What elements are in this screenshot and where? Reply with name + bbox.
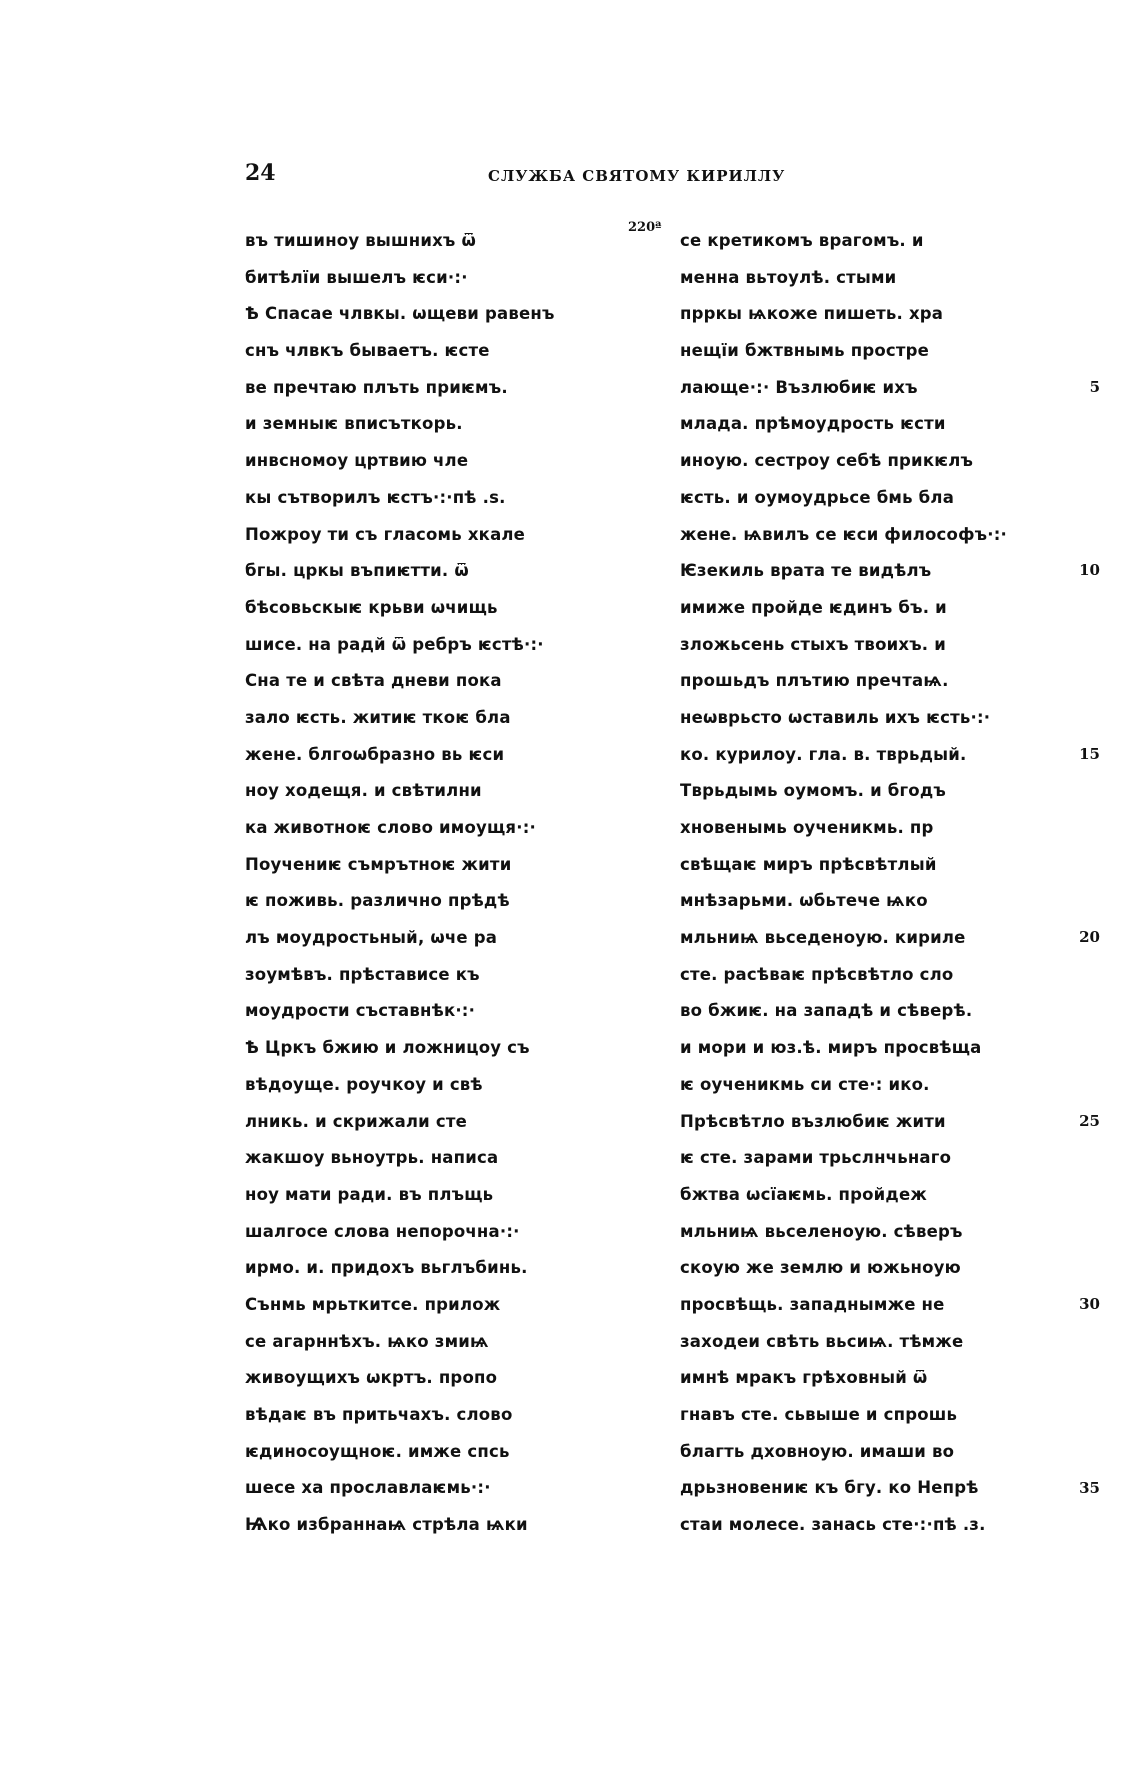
text-line: просвѣщь. западнымже не bbox=[680, 1294, 945, 1314]
text-line: мнѣзарьми. ѡбьтече ѩко bbox=[680, 891, 928, 911]
text-line: прркы ѩкоже пишеть. хра bbox=[680, 304, 944, 324]
line-number: 5 bbox=[1089, 378, 1100, 396]
text-line: скоую же землю и южьноую bbox=[680, 1258, 961, 1278]
folio-mark: 220ª bbox=[628, 220, 662, 235]
text-line: бжтва ѡсїаѥмь. пройдеж bbox=[680, 1184, 927, 1204]
text-line: Поучениѥ съмрътноѥ жити bbox=[245, 854, 512, 874]
text-line: шесе ха прославлаѥмь·:· bbox=[245, 1478, 491, 1498]
text-line: бѣсовьскыѥ крьви ѡчищь bbox=[245, 597, 498, 617]
text-line: Тврьдымь оумомъ. и бгодъ bbox=[680, 781, 946, 801]
line-number: 20 bbox=[1079, 928, 1100, 946]
right-column bbox=[680, 223, 1080, 1544]
text-line: свѣщаѥ миръ прѣсвѣтлый bbox=[680, 854, 937, 874]
text-line: се агарннѣхъ. ѩко змиѩ bbox=[245, 1331, 489, 1351]
text-line: мльниѩ вьседеноую. кириле bbox=[680, 928, 966, 948]
text-line: Ѥзекиль врата те видѣлъ bbox=[680, 561, 932, 581]
text-line: и земныѥ вписъткорь. bbox=[245, 414, 463, 434]
text-line: Ѣ Цркъ бжию и ложницоу съ bbox=[245, 1038, 530, 1058]
text-line: мльниѩ вьселеноую. сѣверъ bbox=[680, 1221, 963, 1241]
line-number: 30 bbox=[1079, 1295, 1100, 1313]
line-number: 35 bbox=[1079, 1479, 1100, 1497]
text-line: во бжиѥ. на западѣ и сѣверѣ. bbox=[680, 1001, 973, 1021]
text-line: ноу мати ради. въ плъщь bbox=[245, 1184, 494, 1204]
text-line: имнѣ мракъ грѣховный ѿ bbox=[680, 1368, 928, 1388]
text-line: имиже пройде ѥдинъ бъ. и bbox=[680, 597, 947, 617]
text-line: ноу ходещя. и свѣтилни bbox=[245, 781, 482, 801]
text-line: ирмо. и. придохъ вьглъбинь. bbox=[245, 1258, 528, 1278]
text-line: ѥдиносоущноѥ. имже спсь bbox=[245, 1441, 510, 1461]
text-line: лающе·:· Възлюбиѥ ихъ bbox=[680, 377, 918, 397]
text-line: млада. прѣмоудрость ѥсти bbox=[680, 414, 946, 434]
text-line: зоумѣвъ. прѣстависе къ bbox=[245, 964, 480, 984]
text-line: Ѣ Спасае члвкы. ѡщеви равенъ bbox=[245, 304, 555, 324]
line-number: 10 bbox=[1079, 561, 1100, 579]
text-line: кы сътворилъ ѥстъ·:·пѣ .ѕ. bbox=[245, 487, 506, 507]
text-line: менна вьтоулѣ. стыми bbox=[680, 267, 897, 287]
text-line: бгы. цркы въпиѥтти. ѿ bbox=[245, 561, 469, 581]
text-line: благть дховноую. имаши во bbox=[680, 1441, 955, 1461]
text-line: въ тишиноу вышнихъ ѿ bbox=[245, 231, 477, 250]
text-line: вѣдаѥ въ притьчахъ. слово bbox=[245, 1405, 513, 1424]
left-column bbox=[245, 223, 605, 1544]
text-line: снъ члвкъ бываетъ. ѥсте bbox=[245, 341, 490, 361]
text-line: моудрости съставнѣк·:· bbox=[245, 1001, 476, 1021]
text-line: шисе. на радй ѿ ребръ ѥстѣ·:· bbox=[245, 634, 544, 654]
text-line: Сна те и свѣта дневи пока bbox=[245, 671, 502, 691]
text-line: неѡврьсто ѡставиль ихъ ѥсть·:· bbox=[680, 707, 991, 727]
text-line: гнавъ сте. сьвыше и спрошь bbox=[680, 1405, 958, 1424]
text-line: нещїи бжтвнымь простре bbox=[680, 341, 930, 361]
text-line: лъ моудростьный, ѡче ра bbox=[245, 928, 498, 948]
text-line: се кретикомъ врагомъ. и bbox=[680, 231, 924, 250]
text-line: жене. блгоѡбразно вь ѥси bbox=[245, 744, 505, 764]
running-title: СЛУЖБА СВЯТОМУ КИРИЛЛУ bbox=[488, 167, 786, 185]
text-line: ка животноѥ слово имоущя·:· bbox=[245, 818, 536, 837]
text-line: битѣлїи вышелъ ѥси·:· bbox=[245, 267, 468, 287]
text-line: вѣдоуще. роучкоу и свѣ bbox=[245, 1074, 483, 1094]
text-line: иноую. сестроу себѣ прикѥлъ bbox=[680, 451, 974, 471]
line-number: 25 bbox=[1079, 1112, 1100, 1130]
text-line: инвсномоу цртвию чле bbox=[245, 451, 469, 471]
text-line: зложьсень стыхъ твоихъ. и bbox=[680, 634, 946, 654]
text-line: ѥ сте. зарами трьслнчьнаго bbox=[680, 1148, 952, 1168]
text-line: ѥ поживь. различно прѣдѣ bbox=[245, 891, 510, 911]
text-line: и мори и юз.ѣ. миръ просвѣща bbox=[680, 1038, 982, 1058]
text-line: Ѩко избраннаѩ стрѣла ѩки bbox=[245, 1515, 528, 1535]
page-number: 24 bbox=[245, 160, 276, 186]
text-line: прошьдъ плътию пречтаѩ. bbox=[680, 671, 949, 691]
text-line: стаи молесе. занась сте·:·пѣ .з. bbox=[680, 1515, 986, 1535]
text-line: зало ѥсть. житиѥ ткоѥ бла bbox=[245, 707, 511, 727]
text-line: сте. расѣваѥ прѣсвѣтло сло bbox=[680, 964, 954, 984]
text-line: дрьзновениѥ къ бгу. ко Непрѣ bbox=[680, 1478, 979, 1498]
text-line: заходеи свѣть вьсиѩ. тѣмже bbox=[680, 1331, 964, 1351]
text-line: ко. курилоу. гла. в. тврьдый. bbox=[680, 744, 967, 764]
text-line: хновенымь оученикмь. пр bbox=[680, 818, 934, 837]
text-line: живоущихъ ѡкртъ. пропо bbox=[245, 1368, 498, 1388]
text-line: ѥ оученикмь си сте·: ико. bbox=[680, 1074, 930, 1094]
text-line: жене. ѩвилъ се ѥси философъ·:· bbox=[680, 524, 1007, 544]
text-line: жакшоу вьноутрь. написа bbox=[245, 1148, 499, 1168]
text-line: Прѣсвѣтло възлюбиѥ жити bbox=[680, 1111, 946, 1131]
text-line: Пожроу ти съ гласомь хкале bbox=[245, 524, 526, 544]
text-line: лникь. и скрижали сте bbox=[245, 1111, 468, 1131]
text-line: ве пречтаю плъть приѥмъ. bbox=[245, 377, 508, 397]
text-line: Сънмь мрьткитсе. прилож bbox=[245, 1294, 501, 1314]
text-line: шалгосе слова непорочна·:· bbox=[245, 1221, 520, 1241]
text-line: ѥсть. и оумоудрьсе бмь бла bbox=[680, 487, 955, 507]
line-number: 15 bbox=[1079, 745, 1100, 763]
